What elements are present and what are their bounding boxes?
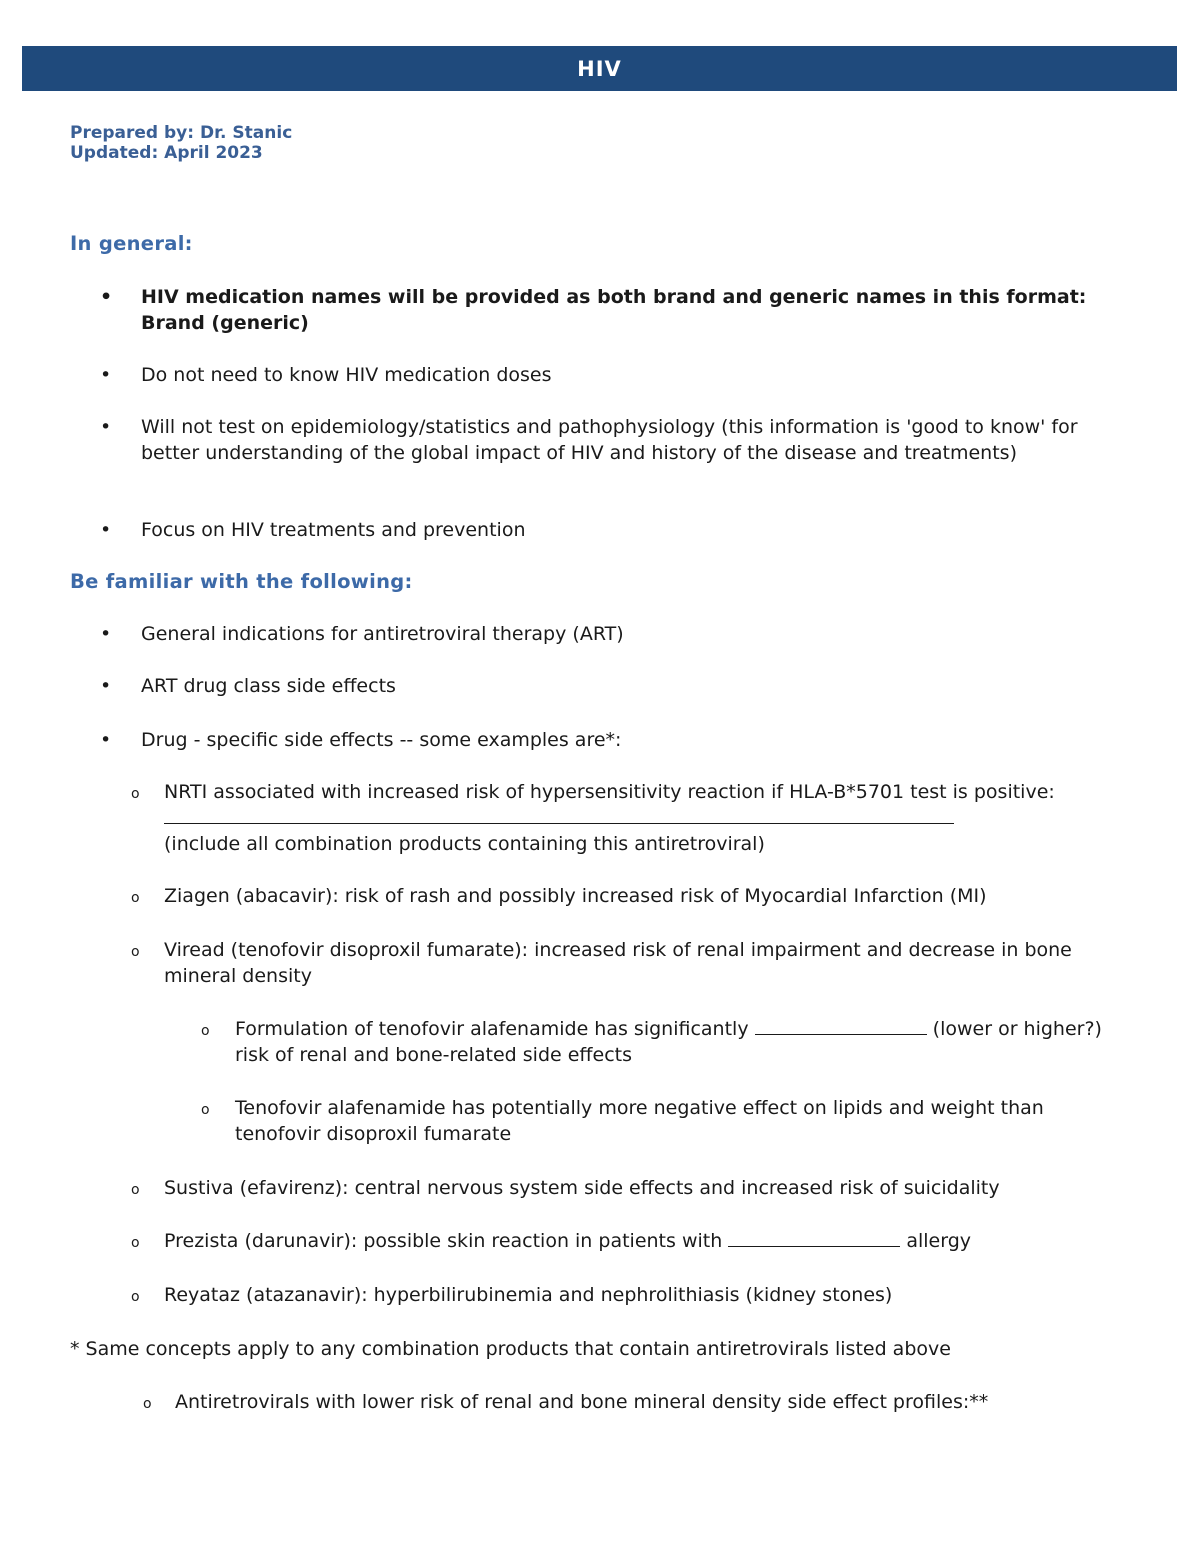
sub-bullet-icon: o xyxy=(143,1396,152,1412)
bullet-icon: • xyxy=(100,416,112,438)
sub-bullet-icon: o xyxy=(131,1235,140,1251)
list-item xyxy=(100,621,1130,647)
sub-item-ziagen xyxy=(131,883,1131,909)
sub-item-text: Tenofovir alafenamide has potentially more negative effect on lipids and weight than tenofovir disoproxil fumarate xyxy=(235,1097,1044,1145)
sub-item-lower-risk xyxy=(143,1389,1143,1415)
list-item xyxy=(100,414,1130,466)
sub-item-text: Viread (tenofovir disoproxil fumarate): increased risk of renal impairment and decrease in bone mineral density xyxy=(164,939,1072,987)
sub-item-text: Antiretrovirals with lower risk of renal and bone mineral density side effect profiles:** xyxy=(175,1391,989,1413)
sub-item-prezista xyxy=(131,1228,1131,1254)
sub-item-text: Prezista (darunavir): possible skin reaction in patients with xyxy=(164,1230,723,1252)
list-item-text: Will not test on epidemiology/statistics and pathophysiology (this information is 'good to know' for better understanding of the global impact of HIV and history of the disease and treatments) xyxy=(141,416,1078,464)
sub-item-reyataz xyxy=(131,1282,1131,1308)
sub-bullet-icon: o xyxy=(201,1023,210,1039)
title-banner xyxy=(22,46,1177,91)
bullet-icon: • xyxy=(100,675,112,697)
list-item-text: HIV medication names will be provided as both brand and generic names in this format: Brand (generic) xyxy=(141,286,1087,334)
bullet-icon: • xyxy=(100,623,112,645)
list-item xyxy=(100,517,1130,543)
sub-sub-item-taf-risk xyxy=(201,1016,1121,1068)
sub-bullet-icon: o xyxy=(131,1289,140,1305)
sub-bullet-icon: o xyxy=(131,890,140,906)
list-item-text: Do not need to know HIV medication doses xyxy=(141,364,552,386)
sub-item-text: (include all combination products containing this antiretroviral) xyxy=(164,833,765,855)
fill-in-blank xyxy=(755,1017,927,1035)
sub-item-text: Reyataz (atazanavir): hyperbilirubinemia and nephrolithiasis (kidney stones) xyxy=(164,1284,893,1306)
section-heading-familiar: Be familiar with the following: xyxy=(70,570,413,593)
sub-item-text: (lower or higher?) risk of renal and bone-related side effects xyxy=(235,1018,1102,1066)
list-item xyxy=(100,727,1130,753)
bullet-icon: • xyxy=(100,364,112,386)
updated-date: Updated: April 2023 xyxy=(70,143,263,163)
sub-item-sustiva xyxy=(131,1175,1131,1201)
sub-item-text: Formulation of tenofovir alafenamide has significantly xyxy=(235,1018,749,1040)
page-title: HIV xyxy=(577,56,622,81)
list-item-text: Drug - specific side effects -- some examples are*: xyxy=(141,729,622,751)
sub-bullet-icon: o xyxy=(201,1102,210,1118)
sub-item-text: Sustiva (efavirenz): central nervous system side effects and increased risk of suicidality xyxy=(164,1177,1000,1199)
section-heading-general: In general: xyxy=(70,232,193,255)
sub-item-text: allergy xyxy=(906,1230,972,1252)
list-item-text: ART drug class side effects xyxy=(141,675,396,697)
list-item xyxy=(100,673,1130,699)
sub-item-text: Ziagen (abacavir): risk of rash and possibly increased risk of Myocardial Infarction (MI) xyxy=(164,885,987,907)
document-meta xyxy=(70,123,292,163)
list-item-text: General indications for antiretroviral therapy (ART) xyxy=(141,623,624,645)
bullet-icon: • xyxy=(100,286,113,308)
sub-bullet-icon: o xyxy=(131,1182,140,1198)
footnote: * Same concepts apply to any combination products that contain antiretrovirals listed above xyxy=(70,1338,951,1360)
bullet-icon: • xyxy=(100,729,112,751)
prepared-by: Prepared by: Dr. Stanic xyxy=(70,123,293,143)
sub-bullet-icon: o xyxy=(131,944,140,960)
fill-in-blank xyxy=(164,806,954,824)
sub-sub-item-taf-lipids xyxy=(201,1095,1121,1147)
bullet-icon: • xyxy=(100,519,112,541)
sub-bullet-icon: o xyxy=(131,786,140,802)
sub-item-text: NRTI associated with increased risk of hypersensitivity reaction if HLA-B*5701 test is positive: xyxy=(164,781,1055,803)
list-item-text: Focus on HIV treatments and prevention xyxy=(141,519,526,541)
list-item xyxy=(100,284,1130,336)
fill-in-blank xyxy=(728,1229,900,1247)
sub-item-viread xyxy=(131,937,1131,989)
sub-item-nrti xyxy=(131,779,1131,857)
list-item xyxy=(100,362,1130,388)
